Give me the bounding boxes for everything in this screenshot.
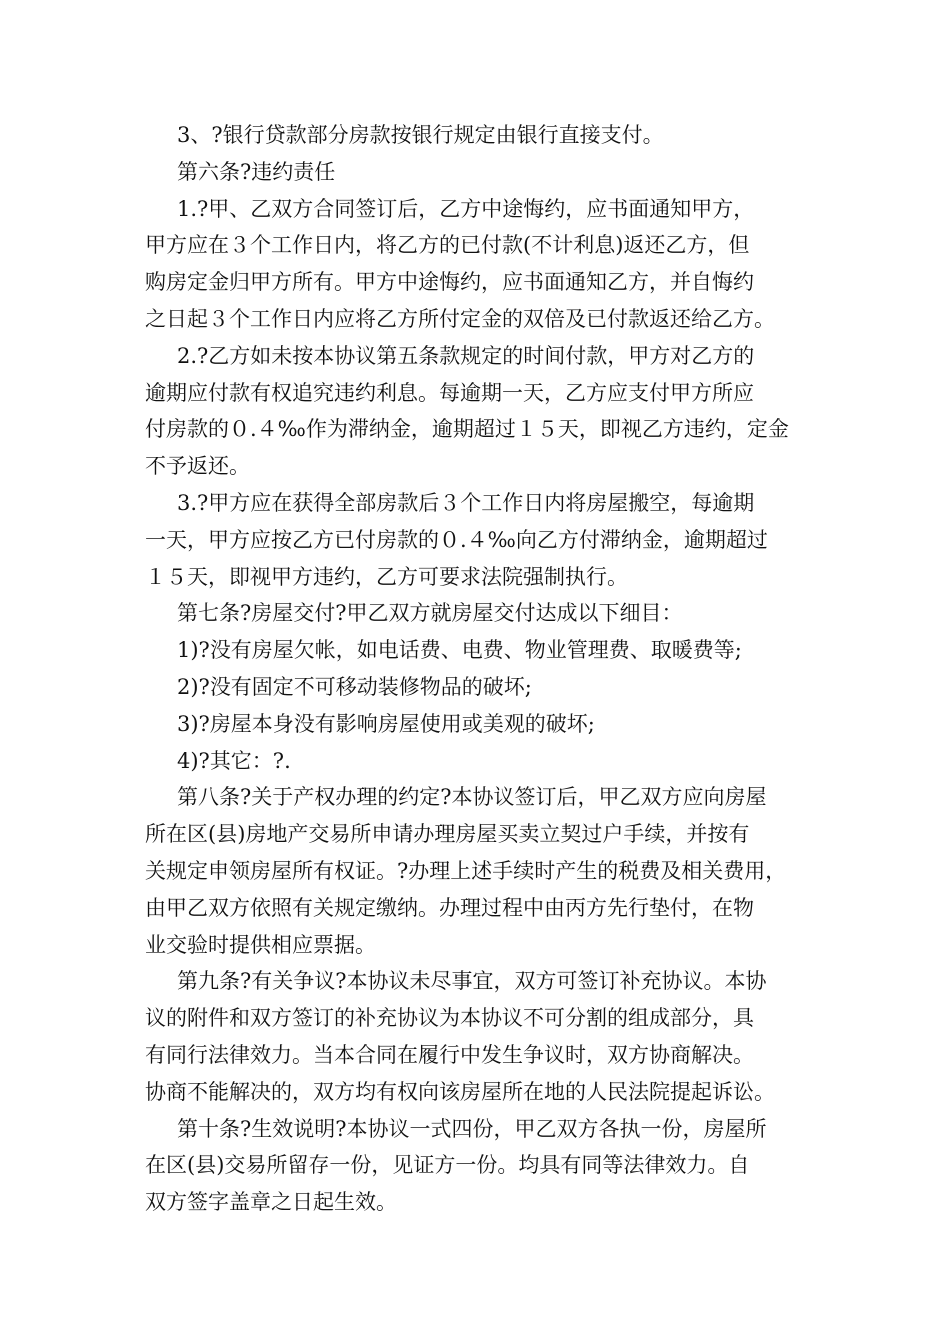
text-line: 协商不能解决的，双方均有权向该房屋所在地的人民法院提起诉讼。	[145, 1079, 775, 1104]
text-line: 双方签字盖章之日起生效。	[145, 1190, 397, 1215]
text-line: 一天，甲方应按乙方已付房款的０.４‰向乙方付滞纳金，逾期超过	[145, 527, 768, 552]
text-line: 2)?没有固定不可移动装修物品的破坏;	[177, 674, 532, 699]
text-line: 第七条?房屋交付?甲乙双方就房屋交付达成以下细目：	[177, 601, 683, 626]
text-line: 第十条?生效说明?本协议一式四份，甲乙双方各执一份，房屋所	[177, 1116, 767, 1141]
text-line: 1.?甲、乙双方合同签订后，乙方中途悔约，应书面通知甲方，	[177, 196, 755, 221]
text-line: 不予返还。	[145, 454, 250, 479]
text-line: 在区(县)交易所留存一份，见证方一份。均具有同等法律效力。自	[145, 1153, 750, 1178]
text-line: 3.?甲方应在获得全部房款后３个工作日内将房屋搬空，每逾期	[177, 490, 755, 515]
text-line: 购房定金归甲方所有。甲方中途悔约，应书面通知乙方，并自悔约	[145, 270, 754, 295]
paragraph	[145, 191, 817, 338]
text-line: 4)?其它：?.	[177, 748, 291, 773]
paragraph	[145, 669, 817, 706]
paragraph	[145, 706, 817, 743]
text-line: 付房款的０.４‰作为滞纳金，逾期超过１５天，即视乙方违约，定金	[145, 417, 789, 442]
paragraph	[145, 743, 817, 780]
paragraph	[145, 779, 817, 963]
paragraph	[145, 117, 817, 154]
text-line: 1)?没有房屋欠帐，如电话费、电费、物业管理费、取暖费等;	[177, 638, 742, 663]
document-body	[145, 117, 817, 1221]
text-line: 第八条?关于产权办理的约定?本协议签订后，甲乙双方应向房屋	[177, 785, 767, 810]
text-line: 所在区(县)房地产交易所申请办理房屋买卖立契过户手续，并按有	[145, 822, 750, 847]
text-line: 甲方应在３个工作日内，将乙方的已付款(不计利息)返还乙方，但	[145, 233, 750, 258]
text-line: 3)?房屋本身没有影响房屋使用或美观的破坏;	[177, 711, 595, 736]
text-line: 逾期应付款有权追究违约利息。每逾期一天，乙方应支付甲方所应	[145, 380, 754, 405]
paragraph	[145, 963, 817, 1110]
paragraph	[145, 338, 817, 485]
text-line: 第九条?有关争议?本协议未尽事宜，双方可签订补充协议。本协	[177, 969, 767, 994]
paragraph	[145, 1111, 817, 1221]
text-line: 议的附件和双方签订的补充协议为本协议不可分割的组成部分，具	[145, 1006, 754, 1031]
text-line: １５天，即视甲方违约，乙方可要求法院强制执行。	[145, 564, 628, 589]
text-line: 业交验时提供相应票据。	[145, 932, 376, 957]
text-line: 之日起３个工作日内应将乙方所付定金的双倍及已付款返还给乙方。	[145, 306, 775, 331]
paragraph	[145, 595, 817, 632]
text-line: 有同行法律效力。当本合同在履行中发生争议时，双方协商解决。	[145, 1042, 754, 1067]
paragraph	[145, 154, 817, 191]
text-line: 关规定申领房屋所有权证。?办理上述手续时产生的税费及相关费用，	[145, 858, 787, 883]
text-line: 由甲乙双方依照有关规定缴纳。办理过程中由丙方先行垫付，在物	[145, 895, 754, 920]
paragraph	[145, 485, 817, 595]
paragraph	[145, 632, 817, 669]
text-line: 3、?银行贷款部分房款按银行规定由银行直接支付。	[177, 123, 664, 147]
text-line: 第六条?违约责任	[177, 159, 336, 184]
text-line: 2.?乙方如未按本协议第五条款规定的时间付款，甲方对乙方的	[177, 343, 755, 368]
